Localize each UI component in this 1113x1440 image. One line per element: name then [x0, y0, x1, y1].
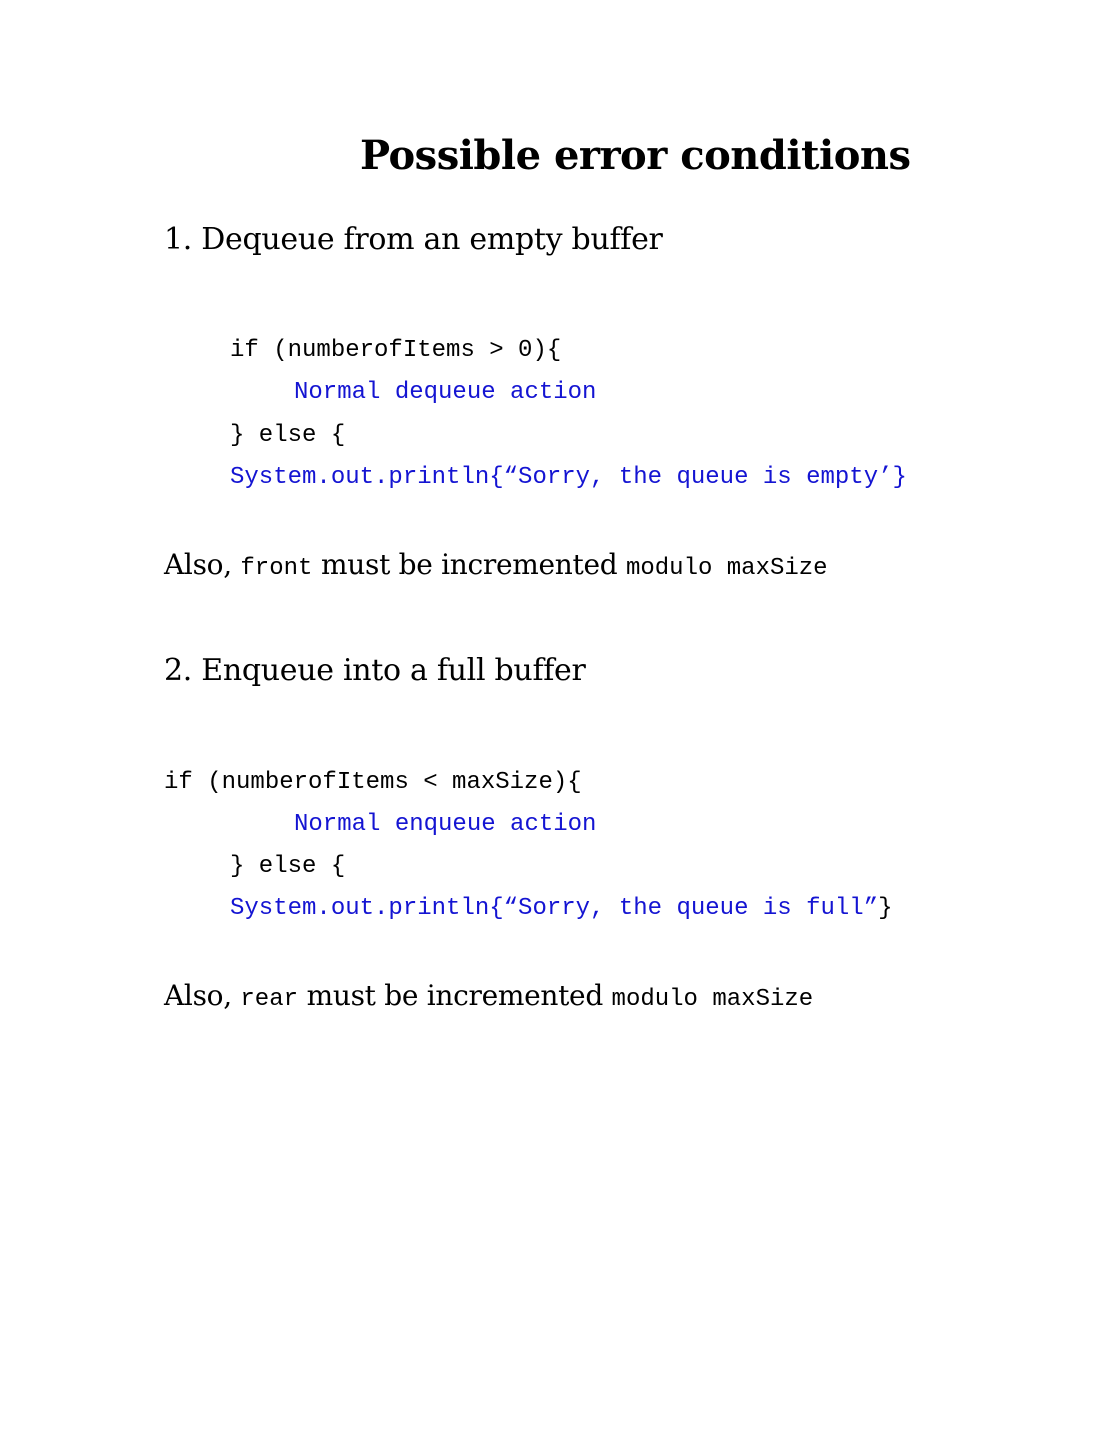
section-1-heading: 1. Dequeue from an empty buffer — [164, 222, 663, 257]
section-2-code-line-3: } else { — [230, 853, 346, 880]
note-tail: modulo maxSize — [611, 986, 814, 1013]
note-variable: rear — [240, 986, 299, 1013]
section-2-note — [164, 979, 813, 1013]
section-1-code-line-1: if (numberofItems > 0){ — [230, 337, 562, 364]
code-line-4-end: } — [878, 895, 893, 922]
note-lead: Also, — [164, 979, 241, 1012]
note-variable: front — [240, 555, 313, 582]
note-lead: Also, — [164, 548, 241, 581]
section-2-heading: 2. Enqueue into a full buffer — [164, 653, 586, 688]
section-1-code-line-2: Normal dequeue action — [294, 379, 597, 406]
section-1-code-line-4: System.out.println{“Sorry, the queue is empty’} — [230, 464, 907, 491]
note-middle: must be incremented — [298, 979, 612, 1012]
page-title: Possible error conditions — [360, 132, 911, 179]
note-middle: must be incremented — [312, 548, 626, 581]
section-1-code-line-3: } else { — [230, 422, 346, 449]
section-2-code-line-1: if (numberofItems < maxSize){ — [164, 769, 582, 796]
section-1-note — [164, 548, 828, 582]
note-tail: modulo maxSize — [625, 555, 828, 582]
section-2-code-line-2: Normal enqueue action — [294, 811, 597, 838]
section-2-code-line-4 — [230, 895, 893, 922]
code-line-4-blue: System.out.println{“Sorry, the queue is full” — [230, 895, 879, 922]
